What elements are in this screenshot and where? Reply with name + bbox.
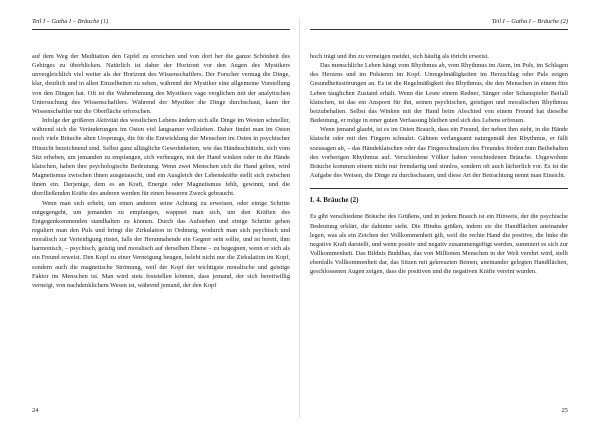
running-head-left: Teil I – Gatha I – Bräuche (1) [32, 18, 109, 25]
section-heading: I. 4. Bräuche (2) [310, 196, 359, 205]
left-page-body [32, 52, 290, 290]
paragraph: Wenn man sich erhebt, um einen anderen seine Achtung zu erweisen, oder einige Schritte entgegengeht, um jemanden zu empfangen, wappnet man sich, um den Kräften des Entgegenkommenden standhalten zu können. Durch das Aufstehen und einige Schritte gehen reguliert man den Puls und bringt die Zirkulation in Ordnung, wodurch man sich psychisch und moralisch zur Verteidigung rüstet, falls der Herannahende ein Gegner sein sollte, und ist bereit, ihm harmonisch, – psychisch, geistig und moralisch auf derselben Ebene – zu begegnen, wenn er sich als ein Freund erweist. Den Kopf zu einer Verneigung beugen, belebt nicht nur die Zirkulation im Kopf, sondern auch die magnetische Strömung, weil der Kopf der wichtigste moralische und geistige Faktor im Menschen ist. Man wird stets feststellen können, dass jemand, der sich bereitwillig verneigt, von nachdenklichem Wesen ist, während jemand, der den Kopf [32, 199, 290, 289]
running-head-right: Teil I – Gatha I – Bräuche (2) [491, 18, 568, 25]
header-rule-left [32, 29, 290, 30]
page-number-left: 24 [32, 407, 39, 414]
section-rule [310, 188, 568, 189]
right-page [300, 0, 600, 436]
page-number-right: 25 [561, 407, 568, 414]
right-page-body [310, 52, 568, 276]
paragraph: Es gibt verschiedene Bräuche des Grüßens, und in jedem Brauch ist ein Hinweis, der die psychische Bedeutung erklärt, die dahinter steht. Die Hindus grüßen, indem sie die Handflächen aneinander legen, was als ein Zeichen der Vollkommenheit gilt, weil die rechte Hand die positive, die linke die negative Kraft darstellt, und wenn positiv und negativ zusammengefügt werden, summiert es sich zur Vollkommenheit. Das Bildnis Buddhas, das von Millionen Menschen in der Welt verehrt wird, stellt ebenfalls Vollkommenheit dar, das Sitzen mit gekreuzten Beinen, aneinander gelegten Handflächen, geschlossenen Augen zeigen, dass die positiven und die negativen Kräfte vereint wurden. [310, 213, 568, 276]
paragraph: Das menschliche Leben hängt vom Rhythmus ab, vom Rhythmus im Atem, im Puls, im Schlagen des Herzens und im Pulsieren im Kopf. Unregelmäßigkeiten im Herzschlag oder Puls zeigen Gesundheitsstörungen an. Es ist die Regelmäßigkeit des Rhythmus, die den Menschen in einem fürs Leben tauglichen Zustand erhält. Wenn die Leute einem Redner, Sänger oder Schauspieler Beifall klatschen, ist das ein Ansporn für ihn, seinen psychischen, geistigen und moralischen Rhythmus beizubehalten. Selbst das Winken mit der Hand beim Abschied von einem Freund hat dieselbe Bedeutung, er möge in einer guten Verfassung bleiben und sich des Lebens erfreuen. [310, 62, 568, 125]
paragraph: Wenn jemand glaubt, ist es im Osten Brauch, dass ein Freund, der neben ihm steht, in die Hände klatscht oder mit den Fingern schnalzt. Gähnen verlangsamt naturgemäß den Rhythmus, er fällt sozusagen ab, – das Händeklatschen oder das Fingerschnalzen des Freundes fördert zum Beibehalten des vorherigen Rhythmus auf. Verschiedene Völker haben verschiedenen Bräuche. Ungewohnte Bräuche kommen einem nicht nur fremdartig und sinnlos, sondern oft auch lächerlich vor. Es ist die Aufgabe des Weisen, die Dinge zu durchschauen, und diese Art der Betrachtung nennt man Einsicht. [310, 126, 568, 180]
paragraph: auf dem Weg der Meditation den Gipfel zu erreichen und von dort her die ganze Schönheit des Gebirges zu überblicken. Natürlich ist daher der Horizont vor den Augen des Mystikers unvergleichlich viel weiter als der Horizont des Wissenschaftlers. Der Forscher vermag die Dinge, klar, deutlich und in allen Einzelheiten zu sehen, während der Mystiker eine allgemeine Vorstellung von den Dingen hat. Oft ist die Wahrnehmung des Mystikers vage verglichen mit der analytischen Untersuchung des Wissenschaftlers. Während der Mystiker die Dinge durchschaut, kann der Wissenschaftler nur die Oberfläche erforschen. [32, 53, 290, 115]
paragraph: hoch trägt und ihn zu verneigen meidet, sich häufig als töricht erweist. [310, 53, 489, 60]
paragraph: Infolge der größeren Aktivität des westlichen Lebens ändern sich alle Dinge im Westen schneller, während sich die Veränderungen im Osten viel langsamer vollziehen. Daher findet man im Osten noch viele Bräuche alten Ursprungs, die für die Entwicklung der Menschen im Osten in psychischer Hinsicht bezeichnend sind. Selbst ganz alltägliche Gewohnheiten, wie das Händeschütteln, sich vom Sitz erheben, um jemanden zu empfangen, sich verbeugen, mit der Hand winken oder in die Hände klatschen, haben ihre psychologische Bedeutung. Wenn zwei Menschen sich die Hand geben, wird Magnetismus zwischen ihnen ausgetauscht, und ein Ausgleich der Lebenskräfte stellt sich zwischen ihnen ein. Derjenige, dem es an Kraft, Energie oder Magnetismus fehlt, gewinnt, und die überfließenden Kräfte des anderen werden für einen besseren Zweck gebraucht. [32, 117, 290, 198]
header-rule-right [310, 29, 568, 30]
